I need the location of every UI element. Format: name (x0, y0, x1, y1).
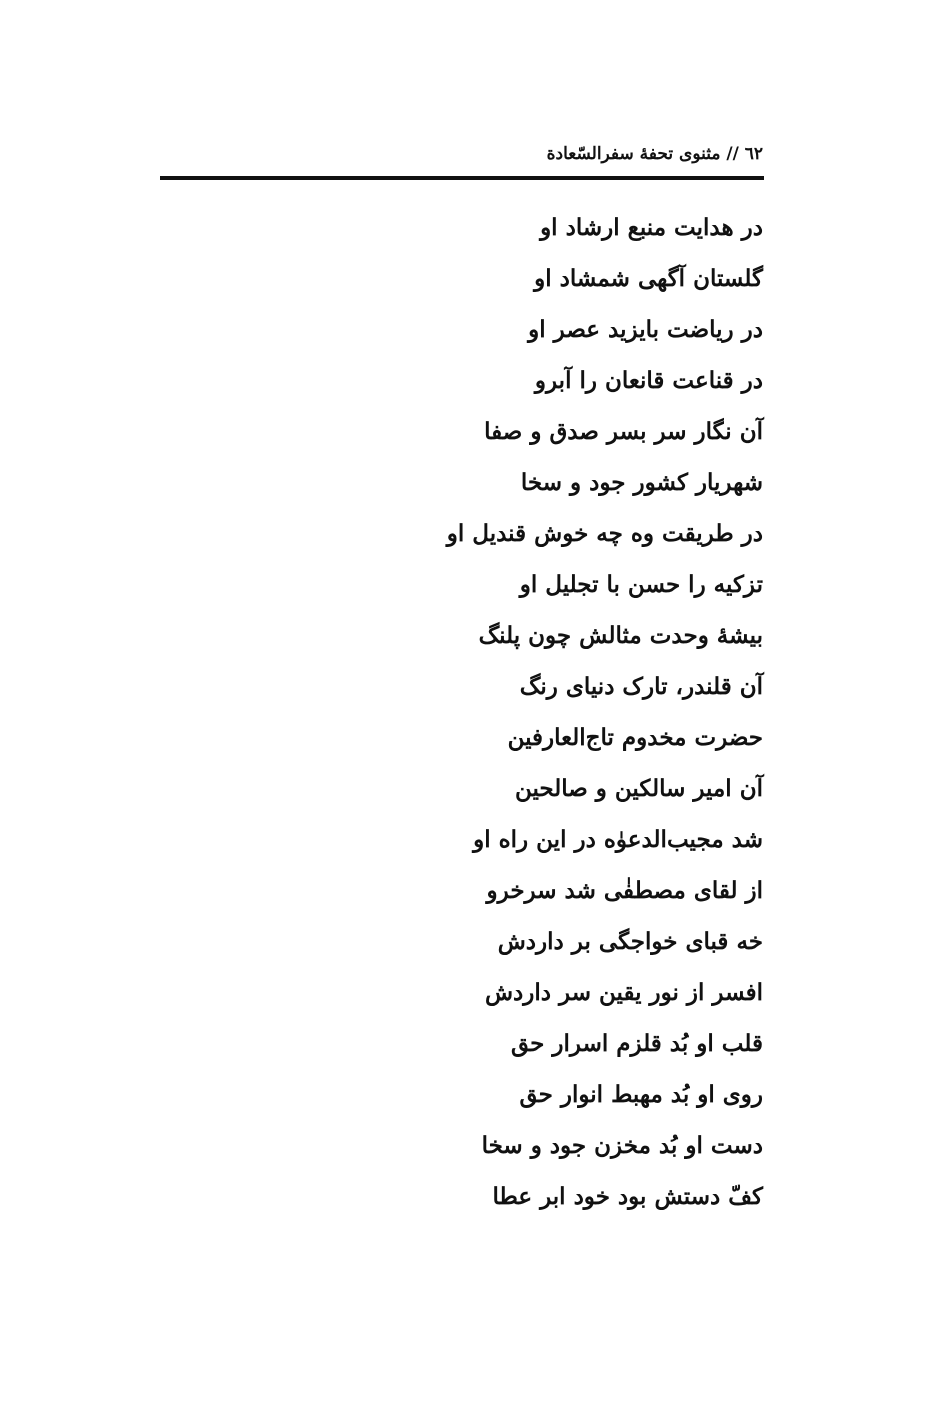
verse-line: شد مجیب‌الدعوٰه در این راه او (473, 826, 763, 853)
verse-line: آن نگار سر بسر صدق و صفا (484, 418, 763, 445)
verse-line: در هدایت منبع ارشاد او (540, 214, 763, 241)
running-head: ٦٢ // مثنوی تحفۀ سفرالسّعادة (546, 144, 763, 164)
verse-line: دست او بُد مخزن جود و سخا (481, 1132, 763, 1159)
verse-line: بیشۀ وحدت مثالش چون پلنگ (478, 622, 763, 649)
verse-line: حضرت مخدوم تاج‌العارفین (507, 724, 763, 751)
verse-line: روی او بُد مهبط انوار حق (519, 1081, 763, 1108)
verse-line: خه قبای خواجگی بر داردش (497, 928, 763, 955)
verse-line: از لقای مصطفٰی شد سرخرو (486, 877, 763, 904)
verse-line: گلستان آگهی شمشاد او (534, 265, 763, 292)
verse-line: قلب او بُد قلزم اسرار حق (511, 1030, 763, 1057)
verse-line: افسر از نور یقین سر داردش (484, 979, 763, 1006)
verse-line: در ریاضت بایزید عصر او (528, 316, 763, 343)
verse-line: در قناعت قانعان را آبرو (534, 367, 763, 394)
header-rule (160, 176, 764, 180)
verse-line: شهریار کشور جود و سخا (520, 469, 763, 496)
verse-line: آن قلندر، تارک دنیای رنگ (519, 673, 763, 700)
verse-line: تزکیه را حسن با تجلیل او (519, 571, 763, 598)
verse-line: در طریقت وه چه خوش قندیل او (446, 520, 763, 547)
poem-body (203, 208, 763, 1228)
verse-line: آن امیر سالکین و صالحین (514, 775, 763, 802)
verse-line: کفّ دستش بود خود ابر عطا (492, 1183, 763, 1210)
